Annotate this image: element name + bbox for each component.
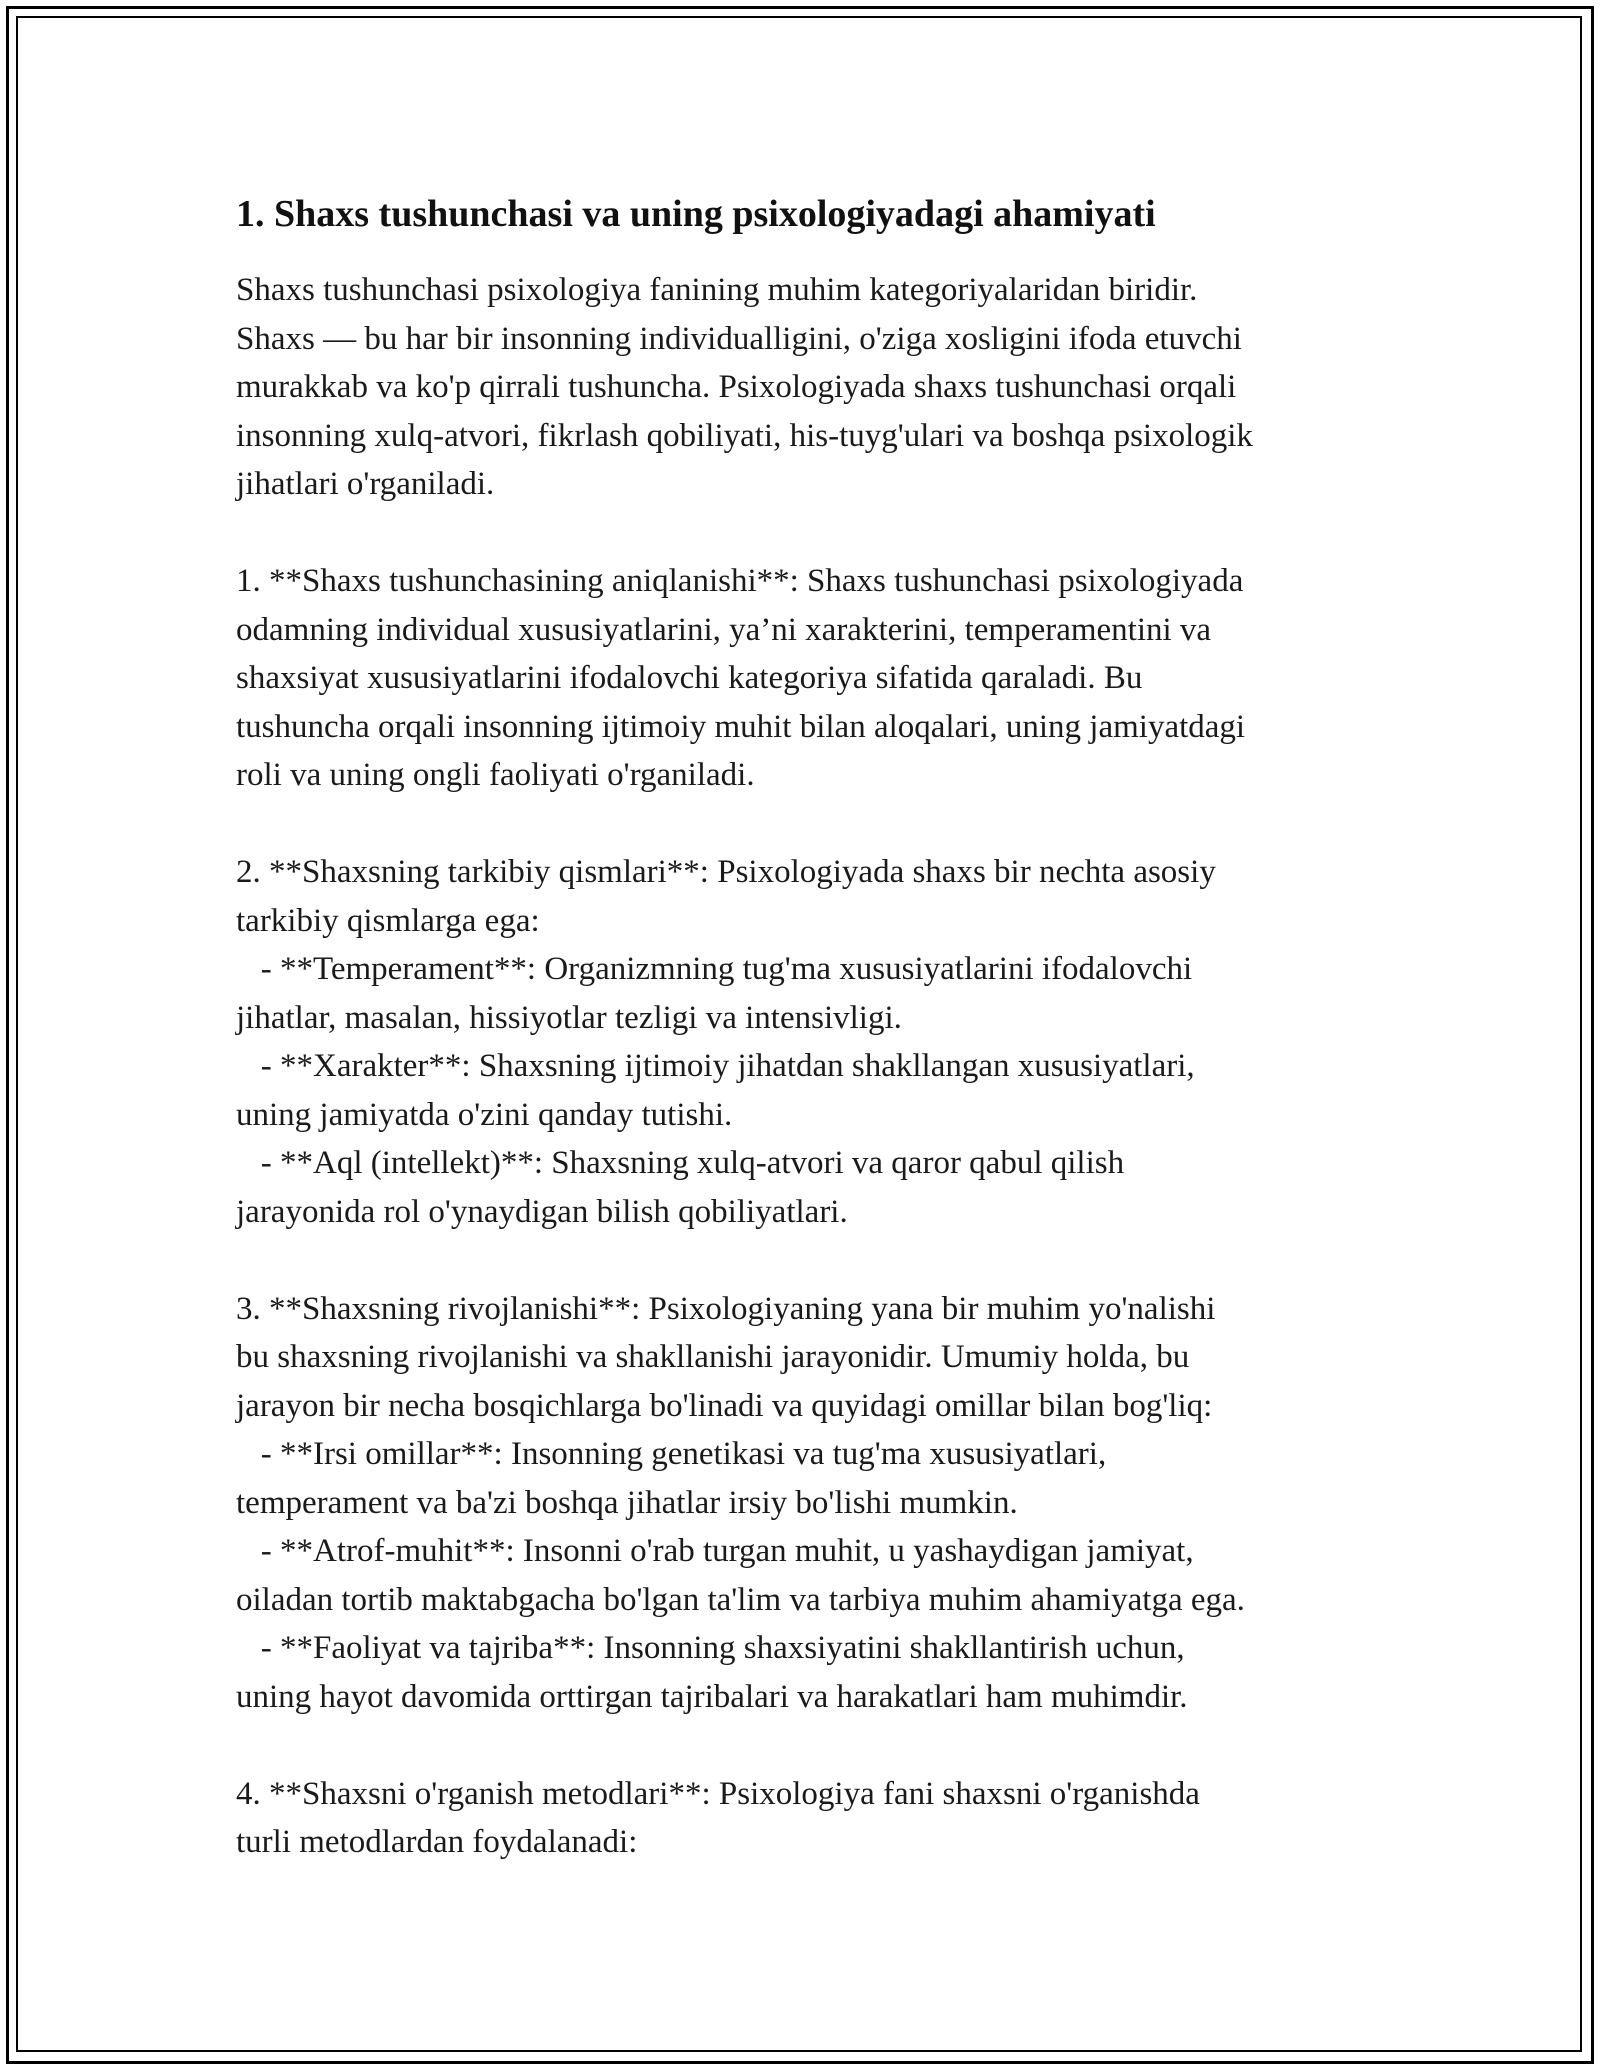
section-4-paragraph: 4. **Shaxsni o'rganish metodlari**: Psixologiya fani shaxsni o'rganishda turli metodlardan foydalanadi: bbox=[236, 1775, 1200, 1860]
document-title: 1. Shaxs tushunchasi va uning psixologiyadagi ahamiyati bbox=[236, 193, 1156, 235]
section-2-paragraph: 2. **Shaxsning tarkibiy qismlari**: Psixologiyada shaxs bir nechta asosiy tarkibiy qismlarga ega: - **Temperament**: Organizmning tug'ma xususiyatlarini ifodalovchi jihatlar, masalan, hissiyotlar tezligi va intensivligi. - **Xarakter**: Shaxsning ijtimoiy jihatdan shakllangan xususiyatlari, uning jamiyatda o'zini qanday tutishi. - **Aql (intellekt)**: Shaxsning xulq-atvori va qaror qabul qilish jarayonida rol o'ynaydigan bilish qobiliyatlari. bbox=[236, 854, 1216, 1230]
paragraph-gap bbox=[236, 1236, 1416, 1285]
section-1-paragraph: 1. **Shaxs tushunchasining aniqlanishi**: Shaxs tushunchasi psixologiyada odamning individual xususiyatlarini, ya’ni xarakterini, temperamentini va shaxsiyat xususiyatlarini ifodalovchi kategoriya sifatida qaraladi. Bu tushuncha orqali insonning ijtimoiy muhit bilan aloqalari, uning jamiyatdagi roli va uning ongli faoliyati o'rganiladi. bbox=[236, 563, 1246, 793]
intro-paragraph: Shaxs tushunchasi psixologiya fanining muhim kategoriyalaridan biridir. Shaxs — bu har bir insonning individualligini, o'ziga xosligini ifoda etuvchi murakkab va ko'p qirrali tushuncha. Psixologiyada shaxs tushunchasi orqali insonning xulq-atvori, fikrlash qobiliyati, his-tuyg'ulari va boshqa psixologik jihatlari o'rganiladi. bbox=[236, 272, 1253, 502]
paragraph-gap bbox=[236, 509, 1416, 558]
paragraph-gap bbox=[236, 1721, 1416, 1770]
section-3-paragraph: 3. **Shaxsning rivojlanishi**: Psixologiyaning yana bir muhim yo'nalishi bu shaxsning rivojlanishi va shakllanishi jarayonidir. Umumiy holda, bu jarayon bir necha bosqichlarga bo'linadi va quyidagi omillar bilan bog'liq: - **Irsi omillar**: Insonning genetikasi va tug'ma xususiyatlari, temperament va ba'zi boshqa jihatlar irsiy bo'lishi mumkin. - **Atrof-muhit**: Insonni o'rab turgan muhit, u yashaydigan jamiyat, oiladan tortib maktabgacha bo'lgan ta'lim va tarbiya muhim ahamiyatga ega. - **Faoliyat va tajriba**: Insonning shaxsiyatini shakllantirish uchun, uning hayot davomida orttirgan tajribalari va harakatlari ham muhimdir. bbox=[236, 1290, 1245, 1715]
document-page bbox=[236, 190, 1416, 1867]
paragraph-gap bbox=[236, 800, 1416, 849]
